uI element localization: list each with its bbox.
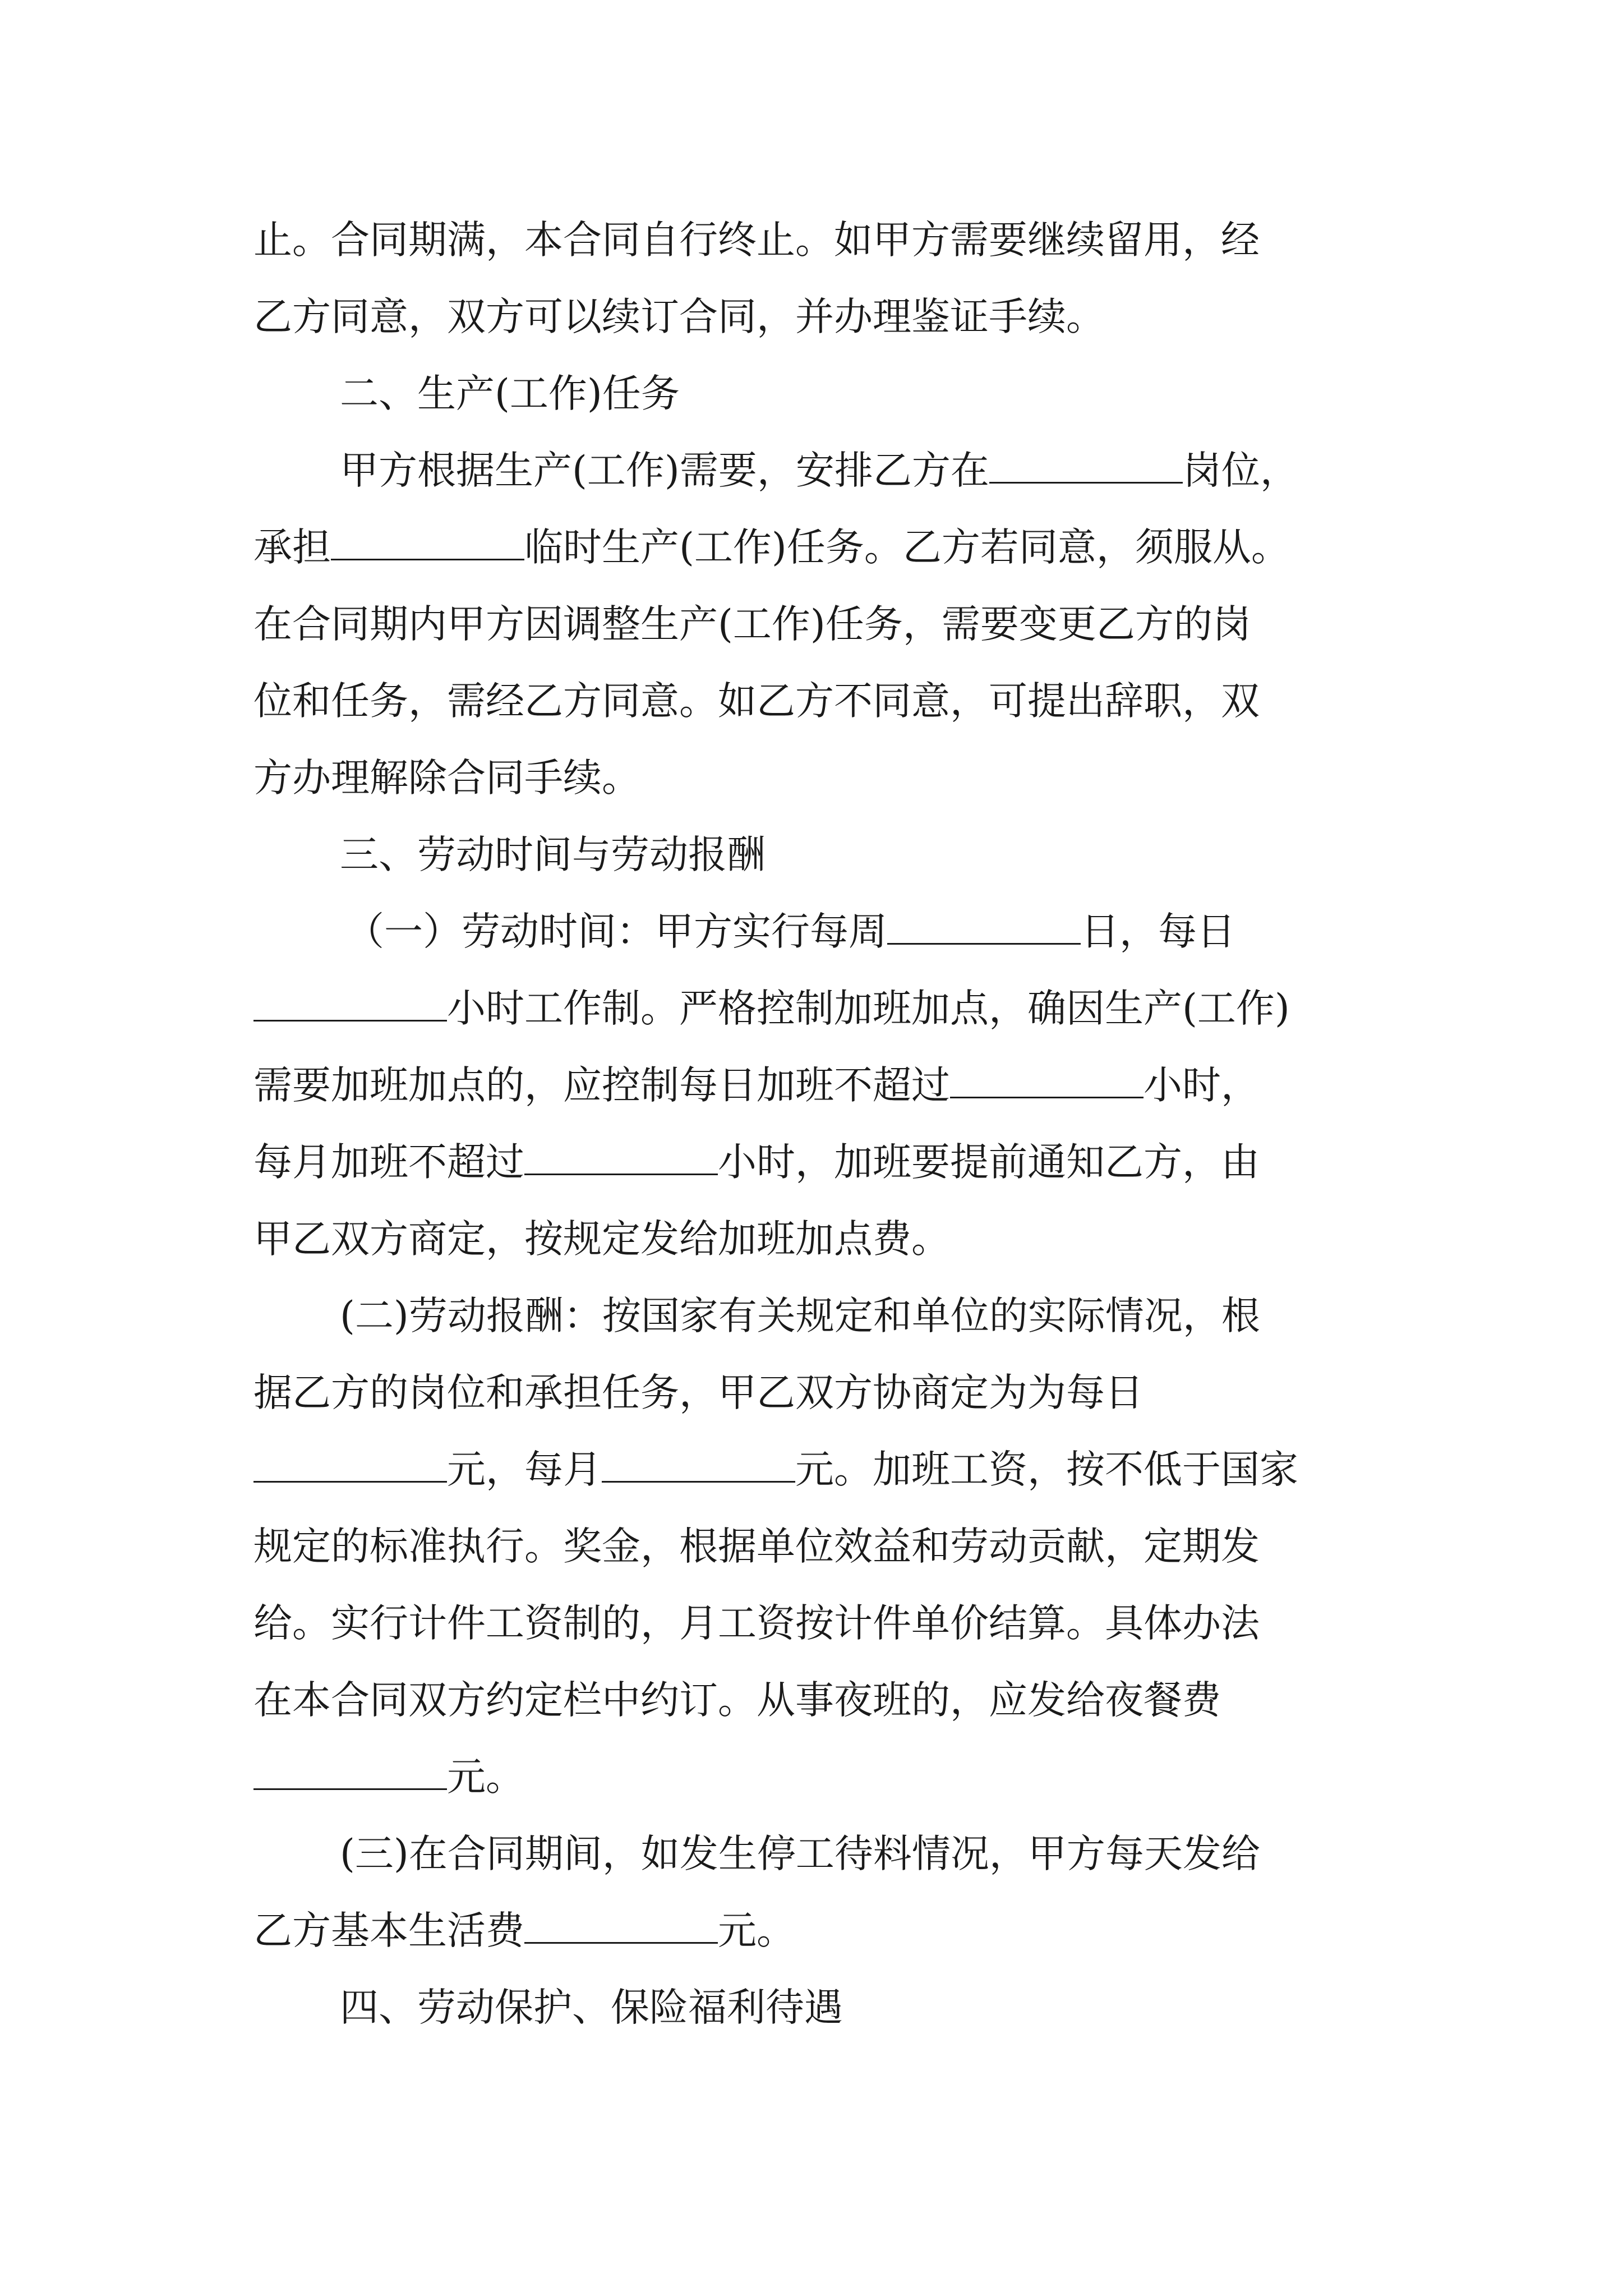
paragraph-line: 止。合同期满，本合同自行终止。如甲方需要继续留用，经 xyxy=(253,218,1260,263)
text-segment: 元。 xyxy=(447,1755,524,1800)
contract-body xyxy=(253,202,1381,2046)
section-heading-labor-protection: 四、劳动保护、保险福利待遇 xyxy=(340,1985,843,2030)
paragraph-line: 乙方同意，双方可以续订合同，并办理鉴证手续。 xyxy=(253,295,1105,339)
text-segment: 元。 xyxy=(718,1908,795,1953)
paragraph-line xyxy=(253,1739,1381,1816)
text-segment: 元。加班工资，按不低于国家 xyxy=(795,1447,1298,1492)
text-segment: 岗位， xyxy=(1182,448,1299,493)
fill-in-blank xyxy=(524,1143,718,1175)
text-segment: 临时生产(工作)任务。乙方若同意，须服从。 xyxy=(524,525,1290,570)
text-segment: 小时， xyxy=(1144,1063,1260,1108)
fill-in-blank xyxy=(950,1066,1144,1098)
paragraph-line: 规定的标准执行。奖金，根据单位效益和劳动贡献，定期发 xyxy=(253,1524,1260,1569)
paragraph-line xyxy=(253,1893,1381,1970)
fill-in-blank xyxy=(602,1451,795,1483)
fill-in-blank xyxy=(331,528,524,560)
text-segment: 需要加班加点的，应控制每日加班不超过 xyxy=(253,1063,950,1108)
fill-in-blank xyxy=(253,990,447,1022)
paragraph-line xyxy=(253,1124,1381,1201)
paragraph-line: 在合同期内甲方因调整生产(工作)任务，需要变更乙方的岗 xyxy=(253,602,1251,647)
section-heading-working-hours: 三、劳动时间与劳动报酬 xyxy=(340,832,766,877)
paragraph-line xyxy=(253,432,1381,509)
paragraph-line xyxy=(253,894,1381,970)
paragraph-line xyxy=(253,509,1381,586)
text-segment: 小时工作制。严格控制加班加点，确因生产(工作) xyxy=(447,986,1290,1031)
text-segment: 乙方基本生活费 xyxy=(253,1908,524,1953)
paragraph-line xyxy=(253,970,1381,1047)
paragraph-line: 甲乙双方商定，按规定发给加班加点费。 xyxy=(253,1217,950,1262)
text-segment: 小时，加班要提前通知乙方，由 xyxy=(718,1140,1260,1185)
text-segment: 元，每月 xyxy=(447,1447,602,1492)
paragraph-line: 在本合同双方约定栏中约订。从事夜班的，应发给夜餐费 xyxy=(253,1678,1221,1723)
paragraph-line: 方办理解除合同手续。 xyxy=(253,756,640,800)
fill-in-blank xyxy=(253,1758,447,1790)
fill-in-blank xyxy=(989,452,1183,484)
text-segment: （一）劳动时间：甲方实行每周 xyxy=(345,909,887,954)
text-segment: 承担 xyxy=(253,525,331,570)
section-heading-production-task: 二、生产(工作)任务 xyxy=(340,371,680,416)
text-segment: 每月加班不超过 xyxy=(253,1140,524,1185)
fill-in-blank xyxy=(253,1451,447,1483)
fill-in-blank xyxy=(524,1912,718,1944)
text-segment: 日，每日 xyxy=(1081,909,1235,954)
paragraph-line: 位和任务，需经乙方同意。如乙方不同意，可提出辞职，双 xyxy=(253,679,1260,724)
paragraph-line: (三)在合同期间，如发生停工待料情况，甲方每天发给 xyxy=(340,1832,1260,1876)
paragraph-line: 据乙方的岗位和承担任务，甲乙双方协商定为为每日 xyxy=(253,1370,1144,1415)
paragraph-line: 给。实行计件工资制的，月工资按计件单价结算。具体办法 xyxy=(253,1601,1260,1646)
paragraph-line xyxy=(253,1432,1381,1508)
text-segment: 甲方根据生产(工作)需要，安排乙方在 xyxy=(340,448,989,493)
paragraph-line: (二)劳动报酬：按国家有关规定和单位的实际情况，根 xyxy=(340,1294,1260,1338)
fill-in-blank xyxy=(887,913,1081,945)
paragraph-line xyxy=(253,1047,1381,1124)
